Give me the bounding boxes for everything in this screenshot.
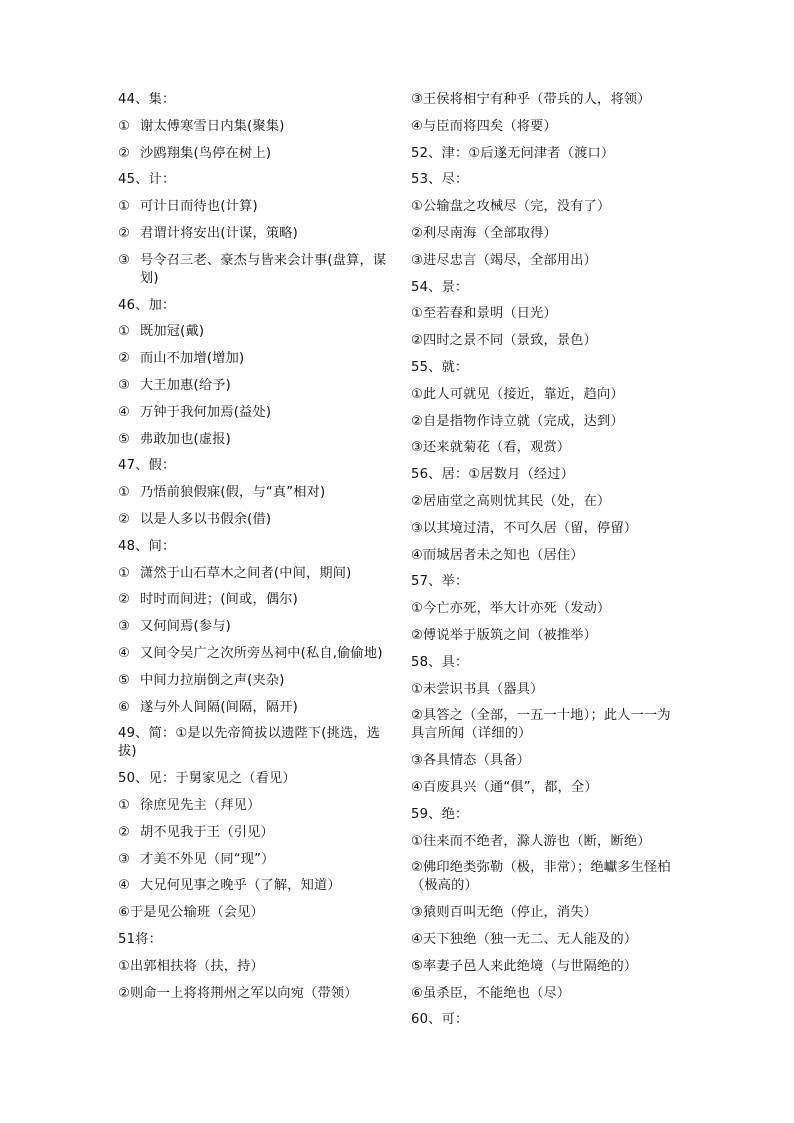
- text-line: ①公输盘之攻械尽（完，没有了）: [411, 199, 611, 215]
- text-line: 59、绝：: [411, 806, 469, 822]
- item-text: 大兄何见事之晚乎（了解，知道）: [140, 878, 341, 894]
- text-line: ①往来而不绝者，滁人游也（断，断绝）: [411, 833, 651, 849]
- text-line: ⑥于是见公输班（会见）: [118, 905, 264, 921]
- item-number: ④: [118, 404, 131, 420]
- item-number: ①: [118, 797, 131, 813]
- text-line: 56、居：①居数月（经过）: [411, 467, 575, 483]
- text-line: ②四时之景不同（景致，景色）: [411, 333, 598, 349]
- list-item: [118, 350, 398, 368]
- item-text: 万钟于我何加焉(益处): [140, 404, 272, 420]
- text-line: ③王侯将相宁有种乎（带兵的人，将领）: [411, 92, 651, 107]
- item-number: ②: [118, 824, 131, 840]
- text-line: ②居庙堂之高则忧其民（处，在）: [411, 493, 611, 509]
- list-item: [118, 252, 398, 288]
- item-text: 号令召三老、豪杰与皆来会计事(盘算，谋划): [140, 252, 387, 286]
- item-number: ②: [118, 592, 131, 608]
- text-line: ②佛印绝类弥勒（极，非常）；绝巘多生怪柏（极高的）: [411, 860, 671, 894]
- text-line: 53、尽：: [411, 172, 469, 188]
- list-item: [118, 824, 398, 842]
- list-item: [118, 484, 398, 502]
- item-text: 遂与外人间隔(间隔，隔开): [140, 699, 298, 715]
- item-text: 才美不外见（同“现”）: [140, 851, 275, 867]
- item-number: ②: [118, 225, 131, 241]
- text-line: ③以其境过清，不可久居（留，停留）: [411, 520, 638, 536]
- list-item: [118, 565, 398, 583]
- text-line: ①未尝识书具（器具）: [411, 681, 544, 697]
- item-number: ①: [118, 565, 131, 581]
- item-text: 谢太傅寒雪日内集(聚集): [140, 118, 285, 134]
- text-line: ①此人可就见（接近，靠近，趋向）: [411, 386, 624, 402]
- item-number: ①: [118, 324, 131, 340]
- left-column: [118, 91, 398, 1011]
- text-line: 58、具：: [411, 654, 469, 670]
- text-line: 46、加：: [118, 297, 176, 313]
- item-number: ①: [118, 118, 131, 134]
- text-line: 57、举：: [411, 574, 469, 590]
- text-line: ④天下独绝（独一无二、无人能及的）: [411, 931, 638, 947]
- item-number: ⑤: [118, 431, 131, 447]
- text-line: 51将：: [118, 931, 162, 947]
- list-item: [118, 645, 398, 663]
- text-line: 52、津：①后遂无问津者（渡口）: [411, 145, 615, 161]
- text-line: 47、假：: [118, 458, 176, 474]
- list-item: [118, 511, 398, 529]
- text-line: 50、见：于舅家见之（看见）: [118, 771, 296, 787]
- list-item: [118, 797, 398, 815]
- item-text: 胡不见我于王（引见）: [140, 824, 274, 840]
- text-line: 54、景：: [411, 279, 469, 295]
- text-line: 45、计：: [118, 172, 176, 188]
- text-line: ①至若春和景明（日光）: [411, 306, 557, 322]
- item-number: ⑥: [118, 699, 131, 715]
- text-line: ③进尽忠言（竭尽，全部用出）: [411, 252, 598, 268]
- list-item: [118, 877, 398, 895]
- text-line: ③还来就菊花（看，观赏）: [411, 440, 571, 456]
- item-text: 潇然于山石草木之间者(中间，期间): [140, 565, 352, 581]
- list-item: [118, 699, 398, 717]
- text-line: 44、集：: [118, 92, 176, 107]
- item-number: ②: [118, 145, 131, 161]
- item-text: 以是人多以书假余(借): [140, 511, 272, 527]
- list-item: [118, 377, 398, 395]
- list-item: [118, 145, 398, 163]
- text-line: 49、简：①是以先帝简拔以遗陛下(挑选，选拔): [118, 726, 381, 760]
- item-text: 君谓计将安出(计谋，策略): [140, 225, 298, 241]
- item-number: ④: [118, 645, 131, 661]
- item-text: 中间力拉崩倒之声(夹杂): [140, 672, 285, 688]
- item-number: ④: [118, 878, 131, 894]
- text-line: ①出郭相扶将（扶，持）: [118, 958, 264, 974]
- item-text: 大王加惠(给予): [140, 377, 232, 393]
- item-number: ②: [118, 511, 131, 527]
- right-column: [411, 91, 683, 1038]
- item-number: ③: [118, 619, 131, 635]
- item-number: ③: [118, 377, 131, 393]
- text-line: ②利尽南海（全部取得）: [411, 225, 557, 241]
- list-item: [118, 591, 398, 609]
- item-text: 徐庶见先主（拜见）: [140, 797, 261, 813]
- text-line: ⑤率妻子邑人来此绝境（与世隔绝的）: [411, 958, 638, 974]
- text-line: ③猿则百叫无绝（停止，消失）: [411, 905, 598, 921]
- list-item: [118, 672, 398, 690]
- list-item: [118, 851, 398, 869]
- text-line: ②傅说举于版筑之间（被推举）: [411, 627, 598, 643]
- item-number: ③: [118, 851, 131, 867]
- item-text: 时时而间进；(间或，偶尔): [140, 592, 298, 608]
- text-line: ②具答之（全部，一五一十地）；此人一一为具言所闻（详细的）: [411, 708, 671, 742]
- text-line: ⑥虽杀臣，不能绝也（尽）: [411, 985, 571, 1001]
- item-text: 又间令吴广之次所旁丛祠中(私自,偷偷地): [140, 645, 383, 661]
- item-text: 可计日而待也(计算): [140, 199, 258, 215]
- item-number: ①: [118, 485, 131, 501]
- list-item: [118, 618, 398, 636]
- text-line: ①今亡亦死，举大计亦死（发动）: [411, 601, 611, 617]
- text-line: ④百废具兴（通“俱”，都，全）: [411, 779, 598, 795]
- item-number: ⑤: [118, 672, 131, 688]
- item-text: 又何间焉(参与): [140, 619, 232, 635]
- text-line: ④与臣而将四矣（将要）: [411, 118, 557, 134]
- text-line: ③各具情态（具备）: [411, 753, 531, 769]
- list-item: [118, 404, 398, 422]
- item-number: ①: [118, 199, 131, 215]
- item-text: 既加冠(戴): [140, 324, 205, 340]
- list-item: [118, 225, 398, 243]
- text-line: ②自是指物作诗立就（完成，达到）: [411, 413, 624, 429]
- item-text: 沙鸥翔集(鸟停在树上): [140, 145, 272, 161]
- item-text: 乃悟前狼假寐(假，与“真”相对): [140, 485, 326, 501]
- text-line: 55、就：: [411, 359, 469, 375]
- item-number: ②: [118, 351, 131, 367]
- list-item: [118, 198, 398, 216]
- text-line: ②则命一上将将荆州之军以向宛（带领）: [118, 985, 358, 1001]
- item-text: 而山不加增(增加): [140, 351, 245, 367]
- list-item: [118, 323, 398, 341]
- text-line: ④而城居者未之知也（居住）: [411, 547, 584, 563]
- item-number: ③: [118, 252, 131, 268]
- item-text: 弗敢加也(虚报): [140, 431, 232, 447]
- text-line: 60、可：: [411, 1012, 469, 1028]
- text-line: 48、间：: [118, 538, 176, 554]
- list-item: [118, 118, 398, 136]
- list-item: [118, 431, 398, 449]
